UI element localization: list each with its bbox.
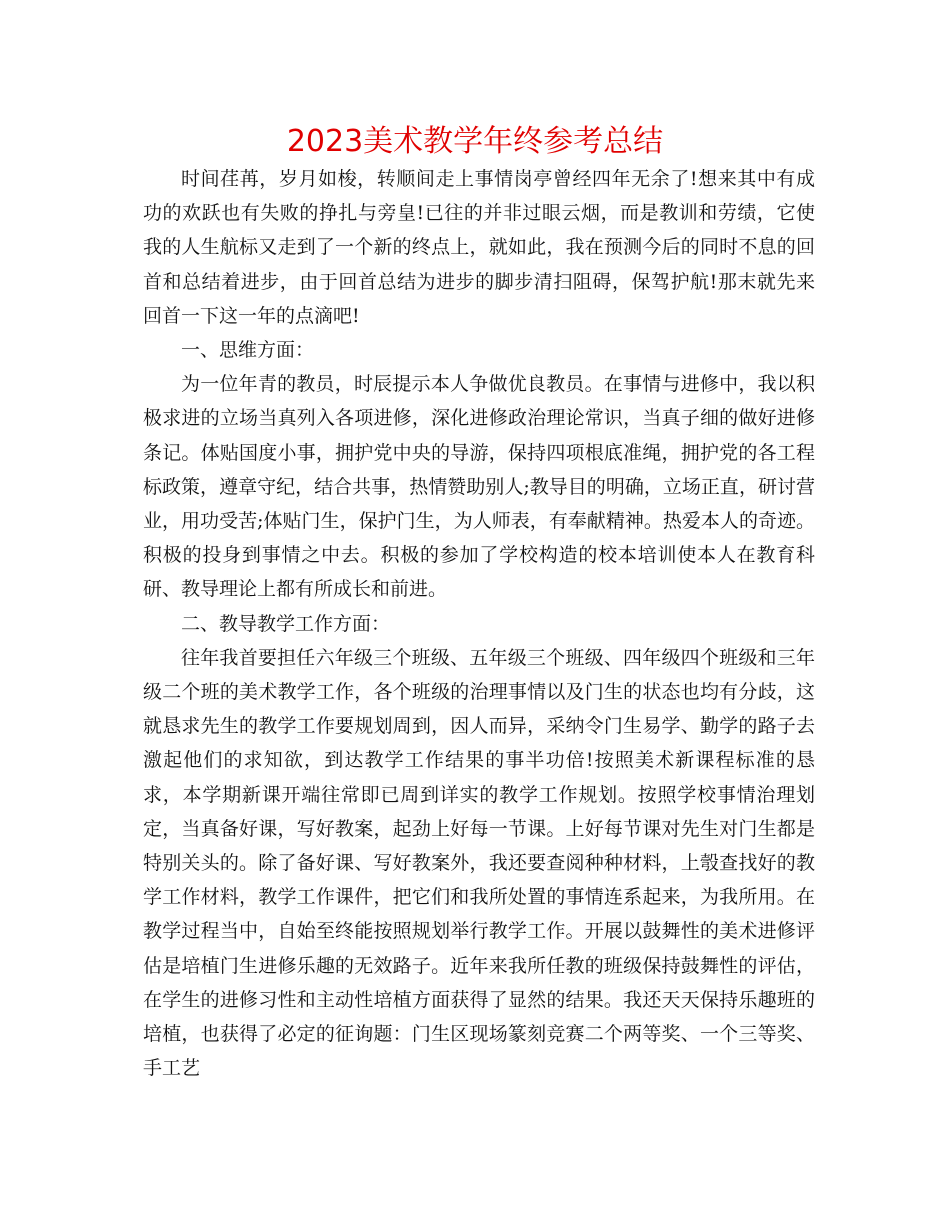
paragraph-thinking: 为一位年青的教员，时辰提示本人争做优良教员。在事情与进修中，我以积极求进的立场当真列入各项进修，深化进修政治理论常识，当真子细的做好进修条记。体贴国度小事，拥护党中央的导游，保持四项根底准绳，拥护党的各工程标政策，遵章守纪，结合共事，热情赞助别人;教导目的明确，立场正直，研讨营业，用功受苦;体贴门生，保护门生，为人师表，有奉献精神。热爱本人的奇迹。积极的投身到事情之中去。积极的参加了学校构造的校本培训使本人在教育科研、教导理论上都有所成长和前进。 [143,373,815,601]
paragraph-teaching: 往年我首要担任六年级三个班级、五年级三个班级、四年级四个班级和三年级二个班的美术教学工作，各个班级的治理事情以及门生的状态也均有分歧，这就恳求先生的教学工作要规划周到，因人而异，采纳令门生易学、勤学的路子去激起他们的求知欲，到达教学工作结果的事半功倍!按照美术新课程标准的恳求，本学期新课开端往常即已周到详实的教学工作规划。按照学校事情治理划定，当真备好课，写好教案，起劲上好每一节课。上好每节课对先生对门生都是特别关头的。除了备好课、写好教案外，我还要查阅种种材料，上彀查找好的教学工作材料，教学工作课件，把它们和我所处置的事情连系起来，为我所用。在教学过程当中，自始至终能按照规划举行教学工作。开展以鼓舞性的美术进修评估是培植门生进修乐趣的无效路子。近年来我所任教的班级保持鼓舞性的评估，在学生的进修习性和主动性培植方面获得了显然的结果。我还天天保持乐趣班的培植，也获得了必定的征询题：门生区现场篆刻竞赛二个两等奖、一个三等奖、手工艺 [143,646,815,1080]
section-heading-thinking: 一、思维方面： [181,339,315,362]
document-body [143,162,815,1085]
document-title: 2023美术教学年终参考总结 [286,124,664,159]
paragraph-intro: 时间荏苒，岁月如梭，转顺间走上事情岗亭曾经四年无余了!想来其中有成功的欢跃也有失败的挣扎与旁皇!已往的并非过眼云烟，而是教训和劳绩，它使我的人生航标又走到了一个新的终点上，就如此，我在预测今后的同时不息的回首和总结着进步，由于回首总结为进步的脚步清扫阻碍，保驾护航!那末就先来回首一下这一年的点滴吧! [143,168,815,327]
section-heading-teaching: 二、教导教学工作方面： [181,612,391,635]
